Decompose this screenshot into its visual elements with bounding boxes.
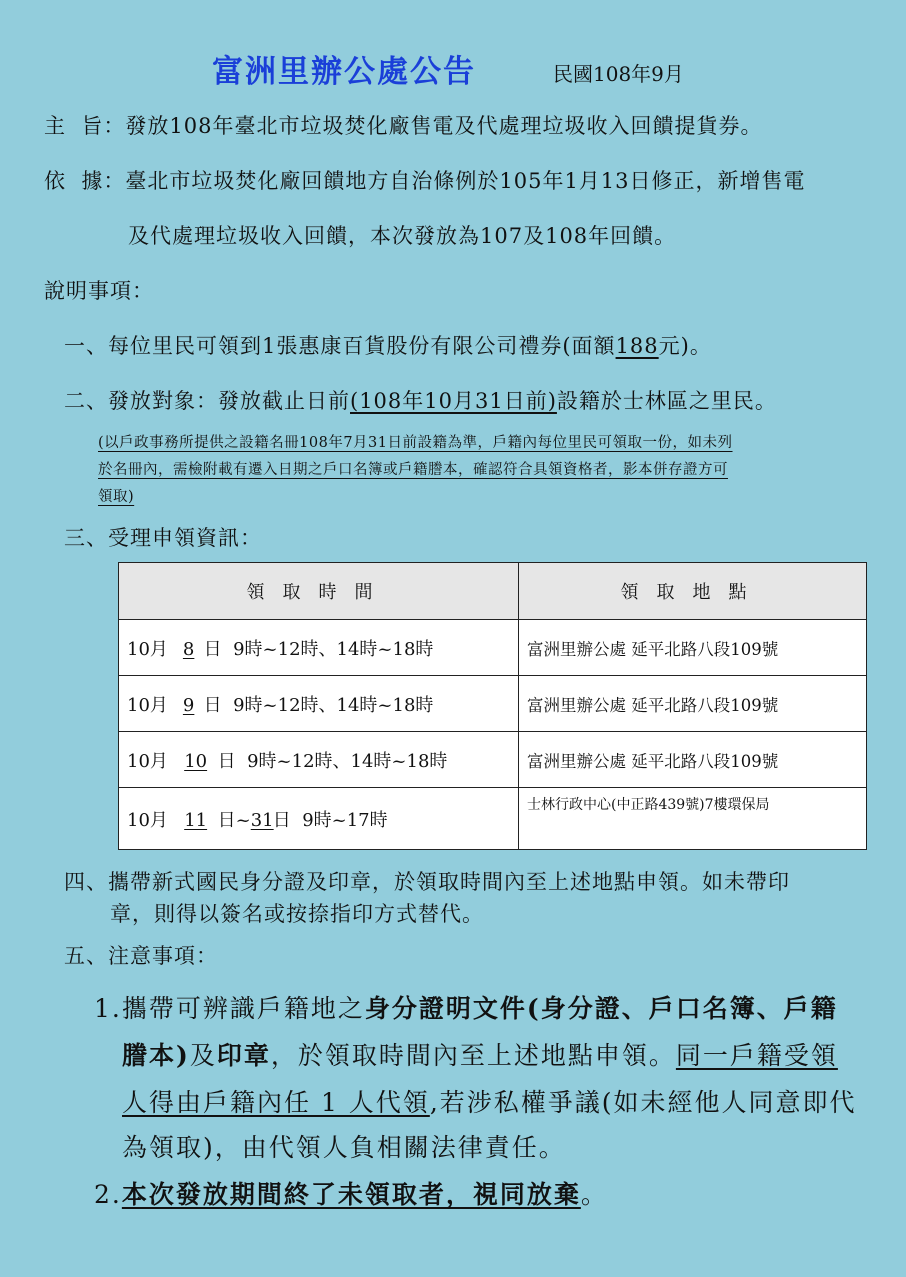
notes-heading: 說明事項： bbox=[44, 279, 154, 303]
row-day: 11 bbox=[184, 809, 208, 831]
subject-line bbox=[44, 110, 762, 140]
notice-date: 民國108年9月 bbox=[553, 62, 684, 86]
note-2-end: 。 bbox=[580, 1180, 608, 1209]
row-month: 10月 bbox=[127, 638, 168, 660]
table-row bbox=[119, 788, 867, 850]
note-1-id-documents: 身分證明文件(身分證、戶口名簿、戶籍 bbox=[364, 994, 838, 1023]
row-time bbox=[119, 676, 519, 732]
row-location: 士林行政中心(中正路439號)7樓環保局 bbox=[519, 788, 867, 850]
header-location: 領取地點 bbox=[519, 563, 867, 620]
item-5: 五、注意事項： bbox=[64, 944, 218, 968]
row-day-suffix: 日 bbox=[217, 750, 236, 772]
row-location: 富洲里辦公處 延平北路八段109號 bbox=[519, 676, 867, 732]
row-month: 10月 bbox=[127, 809, 168, 831]
item-1-amount: 188 bbox=[615, 334, 659, 358]
basis-text-2: 及代處理垃圾收入回饋，本次發放為107及108年回饋。 bbox=[128, 224, 677, 248]
note-1-number: 1. bbox=[94, 994, 122, 1023]
note-1-and: 及 bbox=[189, 1041, 217, 1070]
row-time bbox=[119, 788, 519, 850]
basis-label: 依 據： bbox=[44, 169, 126, 193]
item-2-note-1: (以戶政事務所提供之設籍名冊108年7月31日前設籍為準，戶籍內每位里民可領取一份，如未列 bbox=[98, 435, 733, 451]
header-time: 領取時間 bbox=[119, 563, 519, 620]
item-1-post: 元)。 bbox=[658, 334, 712, 358]
note-1-proxy-b: 人得由戶籍內任 1 人代領 bbox=[122, 1088, 430, 1117]
note-1-seal: 印章 bbox=[216, 1041, 271, 1070]
item-2-note-2: 於名冊內，需檢附載有遷入日期之戶口名簿或戶籍謄本，確認符合具領資格者，影本併存證方可 bbox=[98, 462, 728, 478]
row-end-suffix: 日 bbox=[272, 809, 291, 831]
row-time bbox=[119, 732, 519, 788]
note-1-line-3 bbox=[122, 1090, 857, 1115]
row-month: 10月 bbox=[127, 750, 168, 772]
table-row bbox=[119, 676, 867, 732]
note-1-text-a: 攜帶可辨識戶籍地之 bbox=[121, 994, 365, 1023]
row-hours: 9時~12時、14時~18時 bbox=[233, 638, 434, 660]
item-4-line-1: 四、攜帶新式國民身分證及印章，於領取時間內至上述地點申領。如未帶印 bbox=[64, 870, 790, 894]
basis-line bbox=[44, 165, 806, 195]
item-2 bbox=[64, 385, 777, 415]
item-3: 三、受理申領資訊： bbox=[64, 526, 262, 550]
row-hours: 9時~17時 bbox=[302, 809, 388, 831]
row-day-suffix: 日~ bbox=[217, 809, 251, 831]
row-end-day: 31 bbox=[250, 809, 274, 831]
item-1 bbox=[64, 330, 712, 360]
note-1-text-i: ,若涉私權爭議(如未經他人同意即代 bbox=[429, 1088, 857, 1117]
table-row bbox=[119, 620, 867, 676]
note-2-number: 2. bbox=[94, 1180, 122, 1209]
note-1-line-1 bbox=[94, 996, 838, 1021]
row-hours: 9時~12時、14時~18時 bbox=[247, 750, 448, 772]
note-2-text: 本次發放期間終了未領取者，視同放棄 bbox=[121, 1180, 581, 1209]
row-hours: 9時~12時、14時~18時 bbox=[233, 694, 434, 716]
note-1-transcript: 謄本) bbox=[122, 1041, 190, 1070]
note-2 bbox=[94, 1182, 608, 1207]
note-1-line-4: 為領取)，由代領人負相關法律責任。 bbox=[122, 1133, 566, 1162]
item-2-pre: 二、發放對象：發放截止日前 bbox=[64, 389, 350, 413]
table-header-row bbox=[119, 563, 867, 620]
row-location: 富洲里辦公處 延平北路八段109號 bbox=[519, 732, 867, 788]
row-location: 富洲里辦公處 延平北路八段109號 bbox=[519, 620, 867, 676]
row-day: 9 bbox=[182, 694, 195, 716]
note-1-line-2 bbox=[122, 1043, 838, 1068]
row-day: 8 bbox=[182, 638, 195, 660]
row-day: 10 bbox=[184, 750, 208, 772]
note-1-text-f: ，於領取時間內至上述地點申領。 bbox=[270, 1041, 676, 1070]
item-4-line-2: 章，則得以簽名或按捺指印方式替代。 bbox=[110, 902, 484, 926]
note-1-proxy-a: 同一戶籍受領 bbox=[675, 1041, 838, 1070]
row-day-suffix: 日 bbox=[203, 694, 222, 716]
subject-text: 發放108年臺北市垃圾焚化廠售電及代處理垃圾收入回饋提貨券。 bbox=[125, 114, 763, 138]
item-1-pre: 一、每位里民可領到1張惠康百貨股份有限公司禮券(面額 bbox=[64, 334, 616, 358]
item-2-deadline: (108年10月31日前) bbox=[350, 389, 557, 413]
item-2-post: 設籍於士林區之里民。 bbox=[556, 389, 777, 413]
basis-text-1: 臺北市垃圾焚化廠回饋地方自治條例於105年1月13日修正，新增售電 bbox=[125, 169, 806, 193]
row-day-suffix: 日 bbox=[203, 638, 222, 660]
subject-label: 主 旨： bbox=[44, 114, 126, 138]
table-row bbox=[119, 732, 867, 788]
claim-schedule-table bbox=[118, 562, 867, 850]
item-2-note-3: 領取) bbox=[98, 489, 135, 505]
row-month: 10月 bbox=[127, 694, 168, 716]
row-time bbox=[119, 620, 519, 676]
notice-title: 富洲里辦公處公告 bbox=[212, 54, 476, 90]
